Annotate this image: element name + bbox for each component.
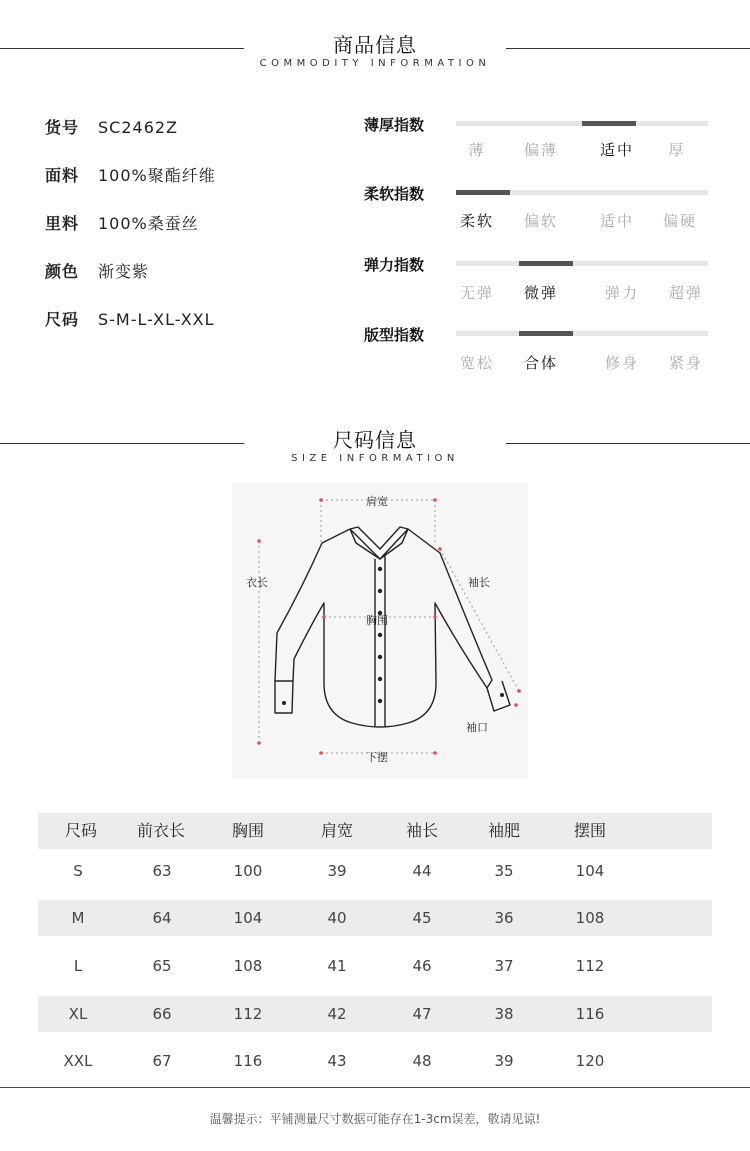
measurement-note: 温馨提示：平铺测量尺寸数据可能存在1-3cm误差，敬请见谅!: [209, 1112, 541, 1126]
index-track: [456, 261, 708, 266]
table-cell: 112: [233, 1005, 263, 1023]
label-hem: 下摆: [366, 751, 388, 764]
index-option: 宽松: [459, 354, 494, 372]
table-row: [38, 900, 712, 936]
index-option: 修身: [604, 354, 639, 372]
table-cell: 38: [494, 1005, 514, 1023]
index-option: 超弹: [668, 284, 703, 302]
info-key: 尺码: [45, 310, 80, 329]
table-cell: 47: [412, 1005, 432, 1023]
table-cell: L: [73, 957, 83, 975]
table-bottom-rule: [0, 1087, 750, 1088]
info-value: 100%聚酯纤维: [98, 166, 216, 185]
info-row-lining: [45, 211, 199, 234]
index-label: 版型指数: [364, 326, 425, 344]
index-option: 适中: [599, 141, 634, 159]
index-option: 合体: [523, 354, 558, 372]
label-length: 衣长: [246, 576, 268, 589]
table-cell: 63: [152, 862, 172, 880]
table-cell: 45: [412, 909, 432, 927]
table-cell: 39: [327, 862, 347, 880]
info-row-size: [45, 307, 215, 330]
table-cell: 108: [575, 909, 605, 927]
index-fill: [519, 261, 573, 266]
index-fill: [456, 190, 510, 195]
index-option: 微弹: [523, 284, 558, 302]
commodity-subtitle: COMMODITY INFORMATION: [259, 58, 491, 69]
size-subtitle: SIZE INFORMATION: [291, 453, 459, 464]
info-value: 渐变紫: [98, 262, 150, 281]
table-row: [38, 1043, 712, 1079]
index-label: 柔软指数: [364, 185, 425, 203]
table-cell: 42: [327, 1005, 347, 1023]
info-key: 货号: [45, 118, 80, 137]
info-row-fabric: [45, 163, 216, 186]
table-cell: XL: [68, 1005, 88, 1023]
label-cuff: 袖口: [466, 721, 488, 734]
table-cell: 104: [575, 862, 605, 880]
label-chest: 胸围: [366, 614, 388, 627]
table-cell: 40: [327, 909, 347, 927]
table-cell: 104: [233, 909, 263, 927]
commodity-title: 商品信息: [333, 33, 417, 57]
table-cell: 48: [412, 1052, 432, 1070]
index-label: 薄厚指数: [364, 116, 425, 134]
index-track: [456, 190, 708, 195]
table-cell: 65: [152, 957, 172, 975]
table-cell: M: [71, 909, 85, 927]
table-header-cell: 胸围: [231, 821, 264, 840]
table-cell: 46: [412, 957, 432, 975]
info-key: 面料: [45, 166, 80, 185]
table-cell: XXL: [63, 1052, 93, 1070]
table-header-cell: 前衣长: [136, 821, 185, 840]
index-option: 适中: [599, 212, 634, 230]
table-cell: S: [73, 862, 83, 880]
index-fill: [582, 121, 636, 126]
label-sleeve: 袖长: [468, 576, 490, 589]
table-cell: 39: [494, 1052, 514, 1070]
table-cell: 43: [327, 1052, 347, 1070]
info-row-color: [45, 259, 149, 282]
index-label: 弹力指数: [364, 256, 425, 274]
size-title: 尺码信息: [333, 428, 417, 452]
table-cell: 44: [412, 862, 432, 880]
index-track: [456, 121, 708, 126]
info-row-sku: [45, 115, 178, 138]
table-cell: 41: [327, 957, 347, 975]
shirt-measurement-diagram: [232, 483, 528, 779]
table-cell: 100: [233, 862, 263, 880]
table-cell: 116: [575, 1005, 605, 1023]
index-track: [456, 331, 708, 336]
label-shoulder: 肩宽: [366, 495, 388, 508]
table-header-cell: 肩宽: [320, 821, 353, 840]
index-option: 紧身: [668, 354, 703, 372]
table-header-cell: 摆围: [573, 821, 606, 840]
index-option: 薄: [468, 141, 486, 159]
index-option: 偏硬: [662, 212, 697, 230]
table-cell: 36: [494, 909, 514, 927]
info-key: 颜色: [45, 262, 80, 281]
table-header-row: [38, 813, 712, 849]
index-option: 柔软: [459, 212, 494, 230]
table-cell: 120: [575, 1052, 605, 1070]
table-cell: 64: [152, 909, 172, 927]
info-key: 里料: [45, 214, 80, 233]
table-row: [38, 996, 712, 1032]
table-header-cell: 袖肥: [487, 821, 520, 840]
table-cell: 67: [152, 1052, 172, 1070]
table-row: [38, 948, 712, 984]
info-value: SC2462Z: [98, 118, 179, 137]
info-value: 100%桑蚕丝: [98, 214, 199, 233]
index-option: 无弹: [459, 284, 494, 302]
info-value: S-M-L-XL-XXL: [98, 310, 215, 329]
table-cell: 35: [494, 862, 514, 880]
index-option: 偏薄: [523, 141, 558, 159]
index-option: 偏软: [523, 212, 558, 230]
table-cell: 108: [233, 957, 263, 975]
index-option: 厚: [668, 141, 686, 159]
table-cell: 116: [233, 1052, 263, 1070]
table-cell: 66: [152, 1005, 172, 1023]
table-cell: 112: [575, 957, 605, 975]
table-cell: 37: [494, 957, 514, 975]
table-header-cell: 袖长: [405, 821, 438, 840]
table-header-cell: 尺码: [64, 821, 97, 840]
index-option: 弹力: [604, 284, 639, 302]
index-fill: [519, 331, 573, 336]
table-row: [38, 853, 712, 889]
